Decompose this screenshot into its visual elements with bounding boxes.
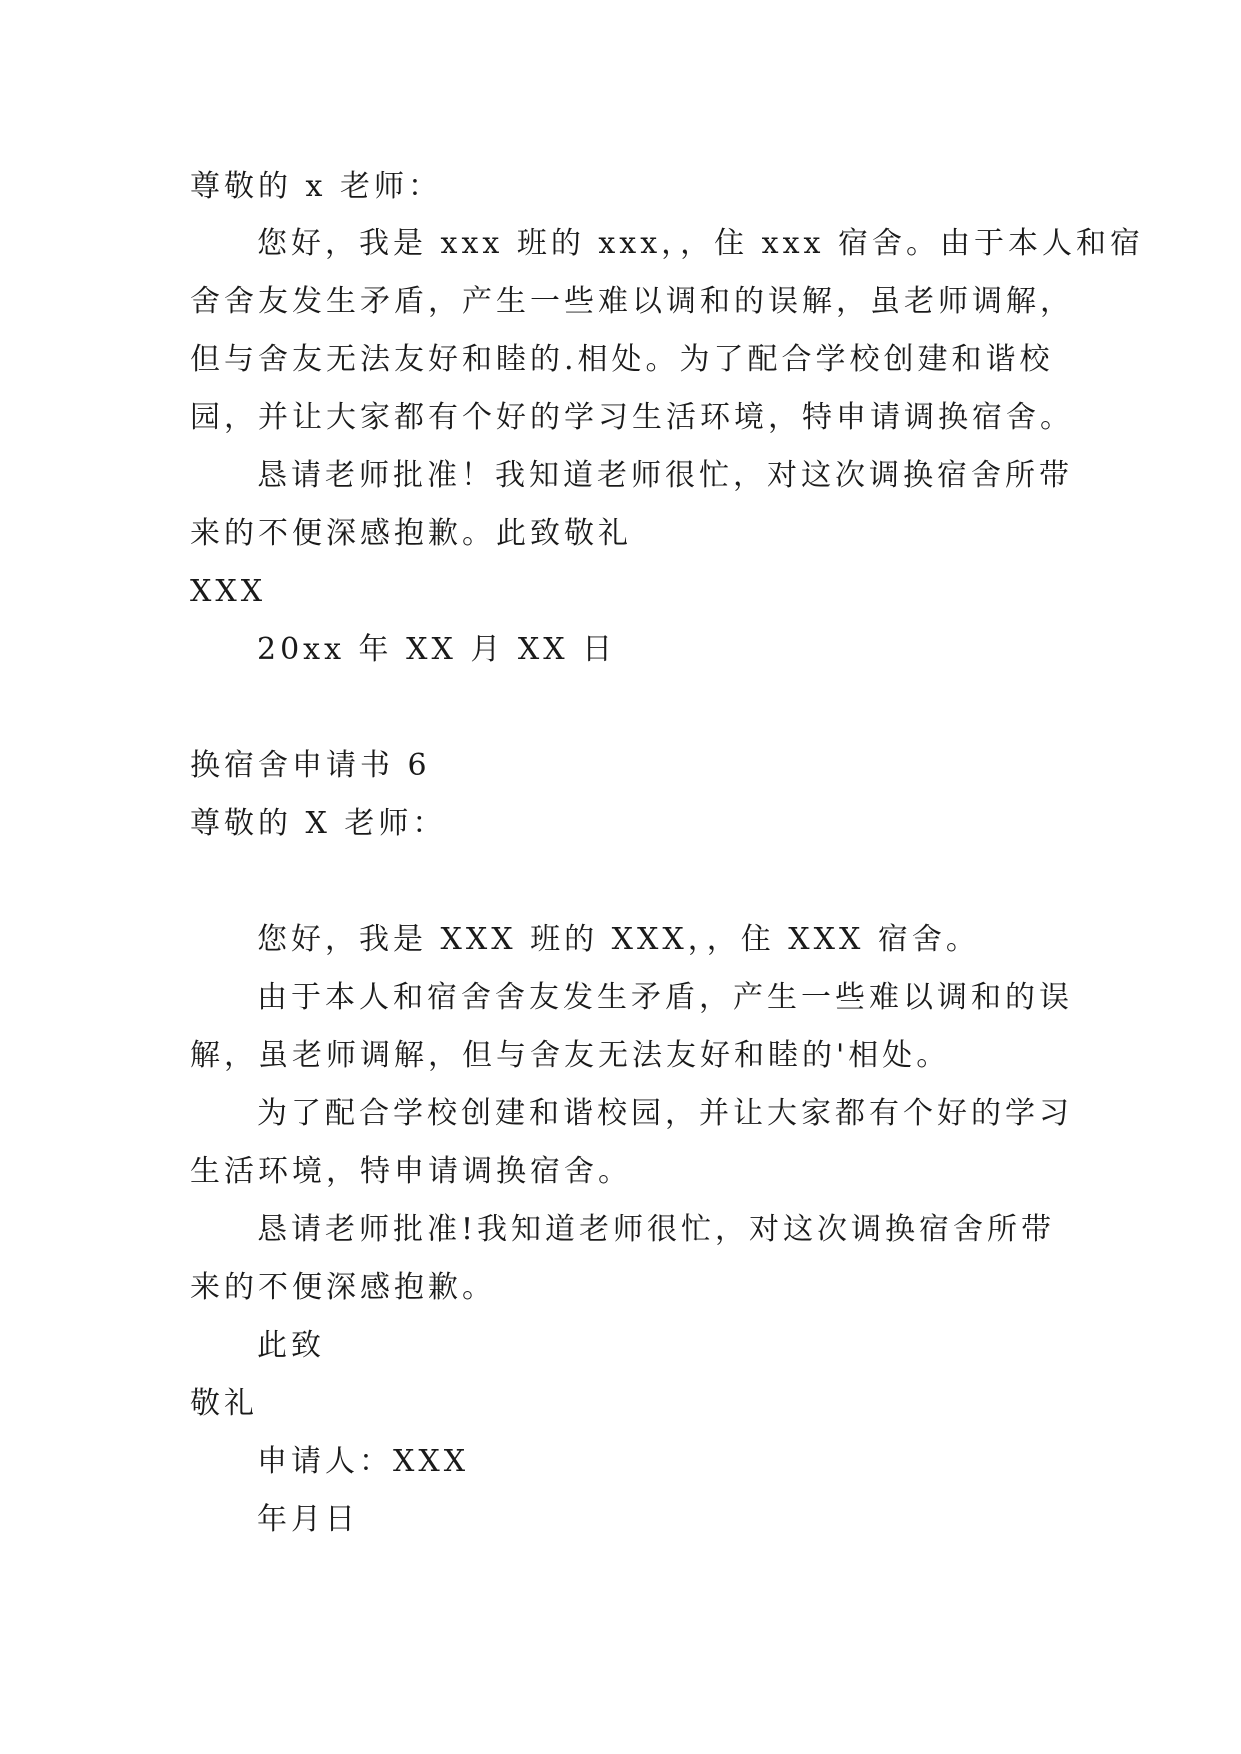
letter1-date: 20xx 年 XX 月 XX 日 [257,632,617,667]
letter1-body-line: 恳请老师批准！我知道老师很忙，对这次调换宿舍所带 [257,458,1073,493]
letter2-body-line: 您好，我是 XXX 班的 XXX，，住 XXX 宿舍。 [257,922,980,957]
letter1-body-line: 您好，我是 xxx 班的 xxx，，住 xxx 宿舍。由于本人和宿 [257,226,1144,261]
letter1-body-line: 园，并让大家都有个好的学习生活环境，特申请调换宿舍。 [190,400,1074,435]
letter2-salutation: 尊敬的 X 老师： [190,806,447,841]
letter2-date: 年月日 [257,1502,359,1537]
letter2-title: 换宿舍申请书 6 [190,748,431,783]
letter2-closing-2: 敬礼 [190,1386,258,1421]
letter2-body-line: 由于本人和宿舍舍友发生矛盾，产生一些难以调和的误 [257,980,1073,1015]
letter2-closing-1: 此致 [257,1328,325,1363]
letter1-body-line: 但与舍友无法友好和睦的.相处。为了配合学校创建和谐校 [190,342,1054,377]
letter2-body-line: 为了配合学校创建和谐校园，并让大家都有个好的学习 [257,1096,1073,1131]
letter2-body-line: 恳请老师批准!我知道老师很忙，对这次调换宿舍所带 [257,1212,1056,1247]
letter2-body-line: 生活环境，特申请调换宿舍。 [190,1154,632,1189]
letter1-salutation: 尊敬的 x 老师： [190,169,442,204]
letter1-body-line: 来的不便深感抱歉。此致敬礼 [190,516,632,551]
letter2-body-line: 解，虽老师调解，但与舍友无法友好和睦的'相处。 [190,1038,951,1073]
letter2-body-line: 来的不便深感抱歉。 [190,1270,496,1305]
letter1-body-line: 舍舍友发生矛盾，产生一些难以调和的误解，虽老师调解， [190,284,1074,319]
letter1-signature: XXX [190,574,267,609]
letter2-applicant: 申请人：XXX [257,1444,470,1479]
